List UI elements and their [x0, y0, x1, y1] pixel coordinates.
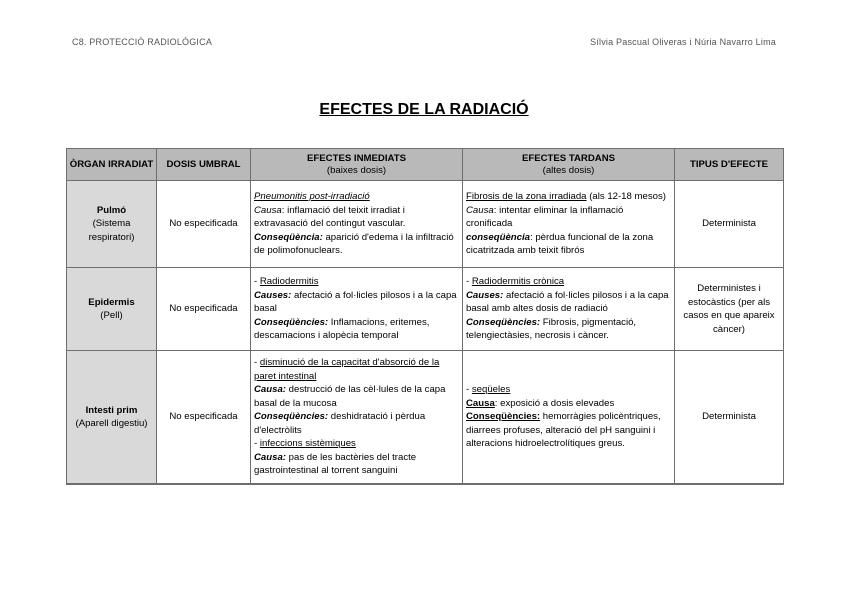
immediate-effects-cell	[251, 268, 463, 351]
running-header-right: Sílvia Pascual Oliveras i Núria Navarro Lima	[590, 37, 776, 47]
cause-text: : intentar eliminar la inflamació cronificada	[466, 204, 624, 230]
late-effects-cell	[463, 181, 675, 268]
consequence-label: Conseqüències:	[466, 411, 541, 423]
table-header-row	[67, 149, 784, 181]
organ-cell	[67, 351, 157, 485]
consequence-text: deshidratació i pèrdua d'electròlits	[254, 411, 426, 436]
organ-system: (Sistema respiratori)	[88, 218, 135, 243]
cause-label: Causa	[254, 204, 282, 216]
consequence-label: Conseqüències:	[466, 316, 541, 328]
effect-title: seqüeles	[471, 384, 511, 396]
bullet-dash: -	[254, 357, 260, 369]
effect-title-secondary: infeccions sistèmiques	[259, 438, 356, 450]
cause-label: Causa:	[254, 384, 286, 396]
consequence-label: Conseqüència:	[254, 231, 323, 243]
header-immediate	[251, 149, 463, 181]
cause-text: : inflamació del teixit irradiat i extravasació del contingut vascular.	[254, 204, 406, 230]
consequence-label: Conseqüències:	[254, 411, 329, 423]
organ-cell	[67, 181, 157, 268]
dose-cell: No especificada	[157, 351, 251, 485]
cause-label: Causa	[466, 204, 494, 216]
effect-title: disminució de la capacitat d'absorció de la paret intestinal	[254, 357, 440, 382]
header-late	[463, 149, 675, 181]
cause-text: afectació a fol·licles pilosos i a la capa basal amb altes dosis de radiació	[466, 289, 669, 315]
cause-label: Causes:	[254, 289, 292, 301]
header-late-sub: (altes dosis)	[542, 164, 595, 176]
organ-name: Pulmó	[96, 204, 127, 216]
table-row	[67, 181, 784, 268]
cause-text: : exposició a dosis elevades	[494, 397, 615, 409]
organ-system: (Aparell digestiu)	[75, 418, 148, 429]
effect-title-rest: (als 12-18 mesos)	[586, 191, 666, 203]
header-organ: ÒRGAN IRRADIAT	[67, 149, 157, 181]
cause-text: destrucció de las cèl·lules de la capa basal de la mucosa	[254, 384, 446, 409]
consequence-text: Fibrosis, pigmentació, telengiectàsies, necrosis i càncer.	[466, 316, 637, 342]
late-effects-cell	[463, 351, 675, 485]
page-title: EFECTES DE LA RADIACIÓ	[319, 101, 529, 118]
bullet-dash: -	[466, 276, 472, 288]
organ-system: (Pell)	[100, 310, 123, 321]
table-row	[67, 351, 784, 485]
header-type: TIPUS D'EFECTE	[675, 149, 784, 181]
bullet-dash: -	[254, 276, 260, 288]
effect-type-cell: Deterministes i estocàstics (per als casos en que apareix càncer)	[675, 268, 784, 351]
cause-label: Causes:	[466, 289, 504, 301]
dose-cell: No especificada	[157, 181, 251, 268]
consequence-text: aparició d'edema i la infiltració de polimofonuclears.	[254, 231, 454, 257]
organ-name: Epidermis	[88, 296, 135, 308]
cause-text: pas de les bactèries del tracte gastrointestinal al torrent sanguini	[254, 451, 417, 477]
cause-label: Causa:	[254, 451, 286, 463]
radiation-effects-table	[66, 148, 784, 485]
table-row	[67, 268, 784, 351]
effect-title: Fibrosis de la zona irradiada	[466, 191, 587, 203]
consequence-text: hemorràgies policèntriques, diarrees profuses, alteració del pH sanguini i alteracions hidroelectrolítiques greus.	[466, 411, 661, 450]
effect-type-cell: Determinista	[675, 351, 784, 485]
header-late-title: EFECTES TARDANS	[521, 152, 616, 164]
header-dose: DOSIS UMBRAL	[157, 149, 251, 181]
header-immediate-sub: (baixes dosis)	[326, 164, 387, 176]
effect-title: Radiodermitis crònica	[471, 276, 565, 288]
running-header-left: C8. PROTECCIÓ RADIOLÓGICA	[72, 37, 213, 47]
immediate-effects-cell	[251, 351, 463, 485]
consequence-label: Conseqüències:	[254, 316, 329, 328]
effect-title: Radiodermitis	[259, 276, 319, 288]
late-effects-cell	[463, 268, 675, 351]
organ-name: Intesti prim	[85, 404, 138, 416]
consequence-text: : pèrdua funcional de la zona cicatritzada amb teixit fibrós	[466, 231, 654, 257]
header-immediate-title: EFECTES INMEDIATS	[307, 152, 406, 164]
bullet-dash: -	[466, 384, 472, 396]
effect-type-cell: Determinista	[675, 181, 784, 268]
immediate-effects-cell	[251, 181, 463, 268]
effect-title: Pneumonitis post-irradiació	[254, 191, 370, 203]
bullet-dash: -	[254, 438, 260, 450]
consequence-label: conseqüència	[466, 231, 530, 243]
cause-text: afectació a fol·licles pilosos i a la capa basal	[254, 289, 457, 315]
organ-cell	[67, 268, 157, 351]
dose-cell: No especificada	[157, 268, 251, 351]
consequence-text: Inflamacions, eritemes, descamacions i alopècia temporal	[254, 316, 430, 342]
cause-label: Causa	[466, 397, 495, 409]
